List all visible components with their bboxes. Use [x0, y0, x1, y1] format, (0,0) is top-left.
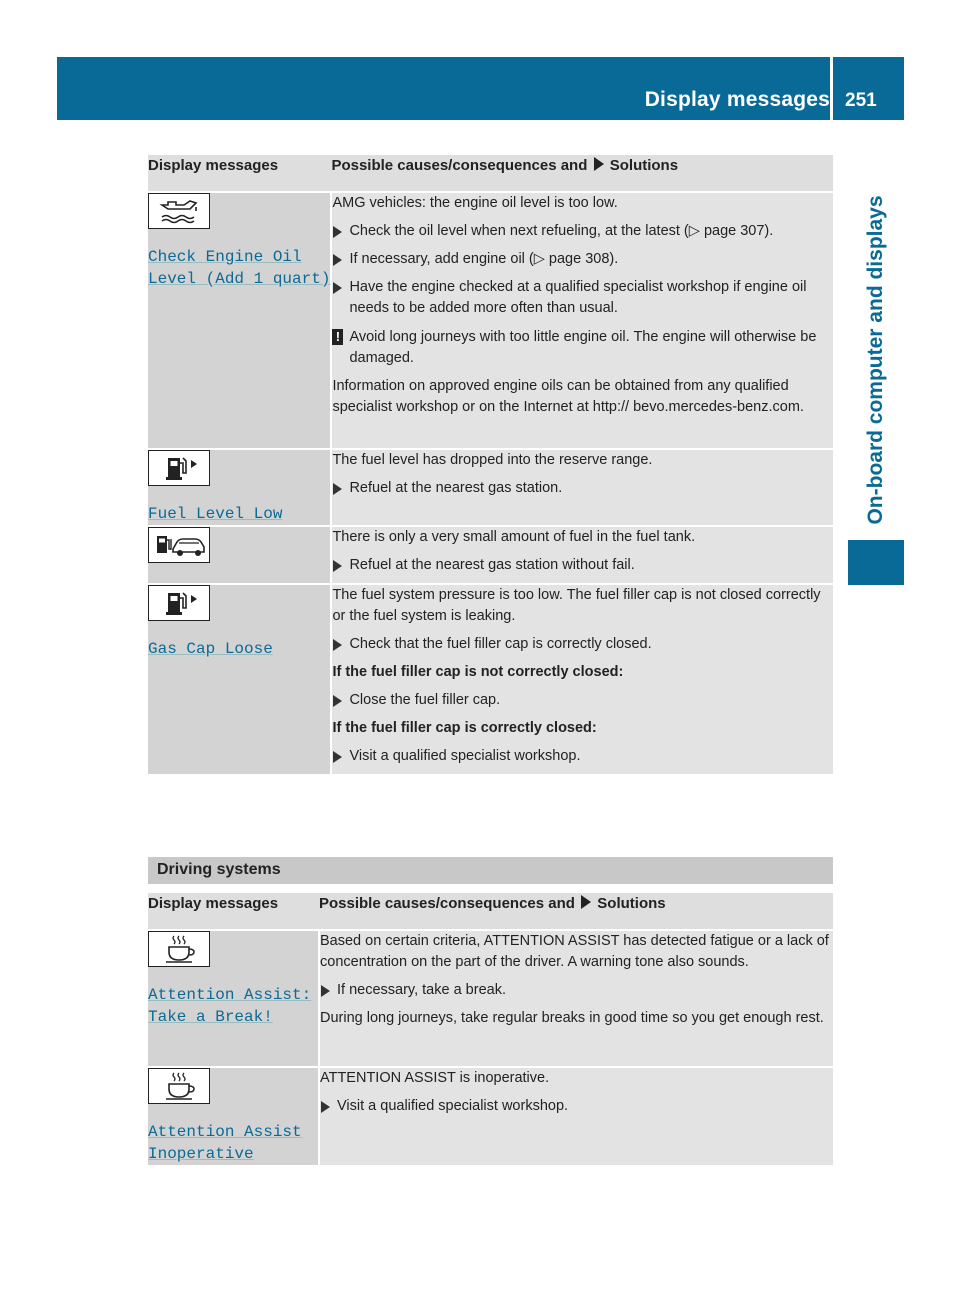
solution-step: Visit a qualified specialist workshop. — [332, 746, 833, 767]
driving-systems-table — [148, 893, 833, 1167]
info-text: During long journeys, take regular breaks in good time so you get enough rest. — [320, 1010, 824, 1026]
cause-text: There is only a very small amount of fuel in the fuel tank. — [332, 529, 696, 545]
solution-arrow-icon — [594, 157, 604, 171]
cause-text: Based on certain criteria, ATTENTION ASSIST has detected fatigue or a lack of concentration on the part of the driver. A warning tone also sounds. — [320, 933, 829, 970]
fuel-pump-icon — [148, 450, 210, 486]
solution-step: If necessary, take a break. — [320, 980, 833, 1001]
col-header-display-messages: Display messages — [148, 893, 319, 930]
solution-cell — [319, 930, 833, 1067]
solution-step: If necessary, add engine oil (▷ page 308). — [332, 249, 833, 270]
cause-text: ATTENTION ASSIST is inoperative. — [320, 1070, 550, 1086]
solution-step: Have the engine checked at a qualified specialist workshop if engine oil needs to be added more often than usual. — [332, 277, 833, 319]
section-title: Driving systems — [157, 861, 281, 878]
solution-step: Refuel at the nearest gas station. — [332, 478, 833, 499]
cause-text: AMG vehicles: the engine oil level is too low. — [332, 195, 618, 211]
col-header-solutions-text: Solutions — [597, 895, 666, 912]
message-cell — [148, 1067, 319, 1166]
display-message-text: Check Engine Oil Level (Add 1 quart) — [148, 248, 331, 288]
solution-cell — [331, 449, 833, 526]
col-header-display-messages: Display messages — [148, 155, 331, 192]
table-header-row — [148, 155, 833, 192]
solution-cell — [331, 584, 833, 775]
warning-text: Avoid long journeys with too little engine oil. The engine will otherwise be damaged. — [349, 329, 817, 366]
solution-step: Check that the fuel filler cap is correctly closed. — [332, 634, 833, 655]
header-divider — [830, 57, 833, 120]
message-cell — [148, 930, 319, 1067]
info-text: Information on approved engine oils can be obtained from any qualified specialist workshop or on the Internet at http:// bevo.mercedes-benz.com. — [332, 378, 804, 415]
condition-heading: If the fuel filler cap is correctly closed: — [332, 720, 597, 736]
page-number: 251 — [845, 90, 877, 111]
engine-oil-level-icon — [148, 193, 210, 229]
table-row — [148, 526, 833, 584]
display-messages-table — [148, 155, 833, 776]
solution-cell — [331, 526, 833, 584]
condition-heading: If the fuel filler cap is not correctly closed: — [332, 664, 624, 680]
display-message-text: Gas Cap Loose — [148, 640, 273, 658]
message-cell — [148, 526, 331, 584]
solution-step: Close the fuel filler cap. — [332, 690, 833, 711]
fuel-car-icon — [148, 527, 210, 563]
display-message-text: Attention Assist: Take a Break! — [148, 986, 312, 1026]
col-header-causes — [319, 893, 833, 930]
message-cell — [148, 192, 331, 449]
col-header-causes-text: Possible causes/consequences and — [331, 157, 588, 174]
solution-cell — [331, 192, 833, 449]
col-header-solutions-text: Solutions — [609, 157, 679, 174]
coffee-cup-icon — [148, 931, 210, 967]
message-cell — [148, 449, 331, 526]
table-row — [148, 449, 833, 526]
side-tab-marker — [848, 540, 904, 585]
fuel-pump-icon — [148, 585, 210, 621]
table-row — [148, 930, 833, 1067]
solution-arrow-icon — [581, 895, 591, 909]
cause-text: The fuel level has dropped into the reserve range. — [332, 452, 653, 468]
cause-text: The fuel system pressure is too low. The fuel filler cap is not closed correctly or the fuel system is leaking. — [332, 587, 821, 624]
solution-step: Visit a qualified specialist workshop. — [320, 1096, 833, 1117]
coffee-cup-icon — [148, 1068, 210, 1104]
col-header-causes — [331, 155, 833, 192]
message-cell — [148, 584, 331, 775]
table-header-row — [148, 893, 833, 930]
solution-cell — [319, 1067, 833, 1166]
table-row — [148, 584, 833, 775]
display-message-text: Fuel Level Low — [148, 505, 283, 523]
table-row — [148, 192, 833, 449]
solution-step: Refuel at the nearest gas station without fail. — [332, 555, 833, 576]
warning-note — [332, 327, 833, 369]
solution-step: Check the oil level when next refueling, at the latest (▷ page 307). — [332, 221, 833, 242]
display-message-text: Attention Assist Inoperative — [148, 1123, 302, 1163]
side-tab-label: On-board computer and displays — [864, 195, 887, 525]
table-row — [148, 1067, 833, 1166]
col-header-causes-text: Possible causes/consequences and — [319, 895, 575, 912]
warning-icon: ! — [332, 329, 343, 345]
page-header-title: Display messages — [644, 88, 830, 111]
